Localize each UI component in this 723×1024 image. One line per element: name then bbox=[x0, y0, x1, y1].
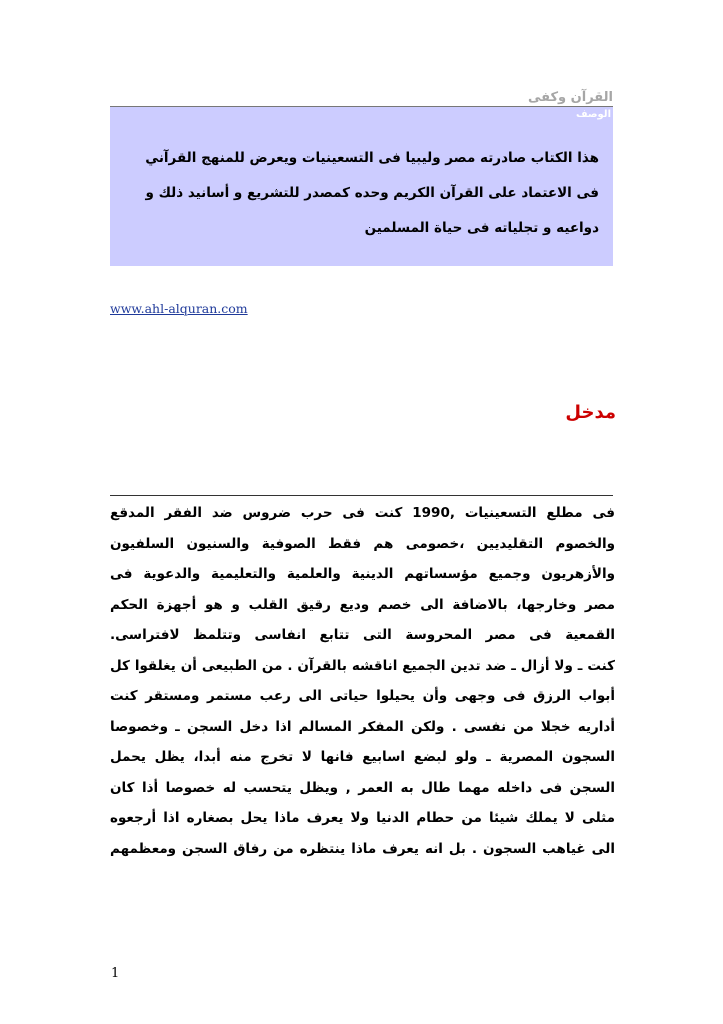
body-line: مثلى لا يملك شيئا من حطام الدنيا ولا يعرف ماذا يحل بصغاره اذا أرجعوه bbox=[110, 810, 615, 826]
description-line: فى الاعتماد على القرآن الكريم وحده كمصدر للتشريع و أسانيد ذلك و bbox=[145, 185, 599, 201]
description-text bbox=[119, 141, 599, 246]
body-line: فى مطلع التسعينيات ,1990 كنت فى حرب ضروس ضد الفقر المدقع bbox=[110, 505, 615, 521]
body-line: مصر وخارجها، بالاضافة الى خصم وديع رقيق القلب و هو أجهزة الحكم bbox=[110, 596, 615, 613]
body-text bbox=[110, 498, 615, 864]
description-line: دواعيه و تجلياته فى حياة المسلمين bbox=[364, 220, 599, 236]
section-title: مدخل bbox=[565, 402, 616, 423]
body-line: كنت ـ ولا أزال ـ ضد تدين الجميع اناقشه بالقرآن . من الطبيعى أن يغلقوا كل bbox=[110, 657, 615, 674]
body-line: السجن فى داخله مهما طال به العمر , ويظل يتحسب له خصوصا أذا كان bbox=[110, 779, 615, 796]
body-line: أداريه خجلا من نفسى . ولكن المفكر المسالم اذا دخل السجن ـ وخصوصا bbox=[110, 718, 615, 735]
body-line: أبواب الرزق فى وجهى وأن يحيلوا حياتى الى رعب مستمر ومستقر كنت bbox=[110, 688, 615, 704]
body-line: الى غياهب السجون . بل انه يعرف ماذا ينتظره من رفاق السجن ومعظمهم bbox=[110, 840, 615, 857]
section-divider bbox=[110, 495, 613, 496]
description-line: هذا الكتاب صادرته مصر وليبيا فى التسعينيات ويعرض للمنهج القرآني bbox=[145, 150, 599, 166]
body-line: السجون المصرية ـ ولو لبضع اسابيع فانها لا تخرج منه أبدا، يظل يحمل bbox=[110, 749, 615, 765]
document-header-title: القرآن وكفى bbox=[527, 90, 613, 105]
website-link[interactable]: www.ahl-alquran.com bbox=[110, 301, 248, 316]
description-box bbox=[110, 107, 613, 266]
page-number: 1 bbox=[111, 966, 120, 981]
description-label: الوصف bbox=[575, 109, 611, 120]
body-line: والخصوم التقليديين ،خصومى هم فقط الصوفية والسنيون السلفيون bbox=[110, 535, 615, 552]
body-line: والأزهريون وجميع مؤسساتهم الدينية والعلمية والتعليمية والدعوية فى bbox=[110, 566, 615, 582]
body-line: القمعية فى مصر المحروسة التى تتابع انفاسى وتتلمظ لافتراسى. bbox=[110, 627, 615, 643]
